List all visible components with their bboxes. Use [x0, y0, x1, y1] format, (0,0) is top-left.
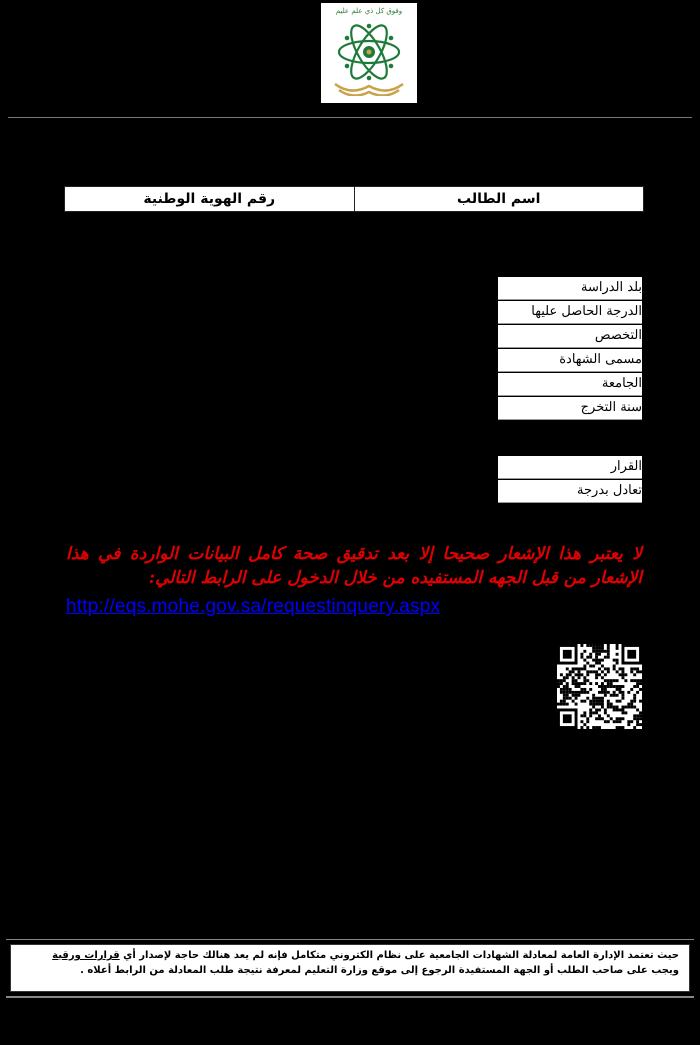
study-country-label: بلد الدراسة — [498, 277, 642, 300]
student-info-table — [64, 186, 644, 212]
footer-line-2: ويجب على صاحب الطلب أو الجهة المستفيدة الرجوع إلى موقع وزارة التعليم لمعرفة نتيجة طلب المعادلة من الرابط أعلاه . — [80, 965, 679, 976]
graduation-year-label: سنة التخرج — [498, 397, 642, 420]
major-label: التخصص — [498, 325, 642, 348]
ministry-logo — [321, 3, 417, 103]
study-details-list — [498, 277, 642, 421]
header-divider — [8, 117, 692, 118]
footer-line-1 — [21, 948, 679, 963]
student-name-header: اسم الطالب — [354, 187, 644, 211]
footer-disclaimer — [10, 944, 690, 992]
verification-notice: لا يعتبر هذا الإشعار صحيحا إلا بعد تدقيق صحة كامل البيانات الواردة في هذا الإشعار من قبل الجهه المستفيده من خلال الدخول على الرابط التالي: — [66, 544, 642, 588]
decision-details-list — [498, 456, 642, 504]
footer-divider-bottom — [6, 996, 694, 998]
qr-code — [557, 644, 642, 729]
paper-decisions-text: قرارات ورقية — [52, 950, 120, 961]
footer-divider-top — [6, 939, 694, 940]
atom-emblem-icon — [329, 10, 409, 96]
degree-obtained-label: الدرجة الحاصل عليها — [498, 301, 642, 324]
equivalent-degree-label: تعادل بدرجة — [498, 480, 642, 503]
qr-code-icon — [557, 644, 642, 729]
certificate-title-label: مسمى الشهادة — [498, 349, 642, 372]
national-id-header: رقم الهوية الوطنية — [65, 187, 354, 211]
decision-label: القرار — [498, 456, 642, 479]
footer-line-1-text: حيث تعتمد الإدارة العامة لمعادلة الشهادات الجامعية على نظام الكتروني متكامل فإنه لم يعد هنالك حاجة لإصدار أي — [119, 950, 679, 961]
university-label: الجامعة — [498, 373, 642, 396]
verification-link[interactable]: http://eqs.mohe.gov.sa/requestinquery.aspx — [66, 596, 441, 617]
logo-motto: وفوق كل ذي علم عليم — [335, 7, 403, 15]
